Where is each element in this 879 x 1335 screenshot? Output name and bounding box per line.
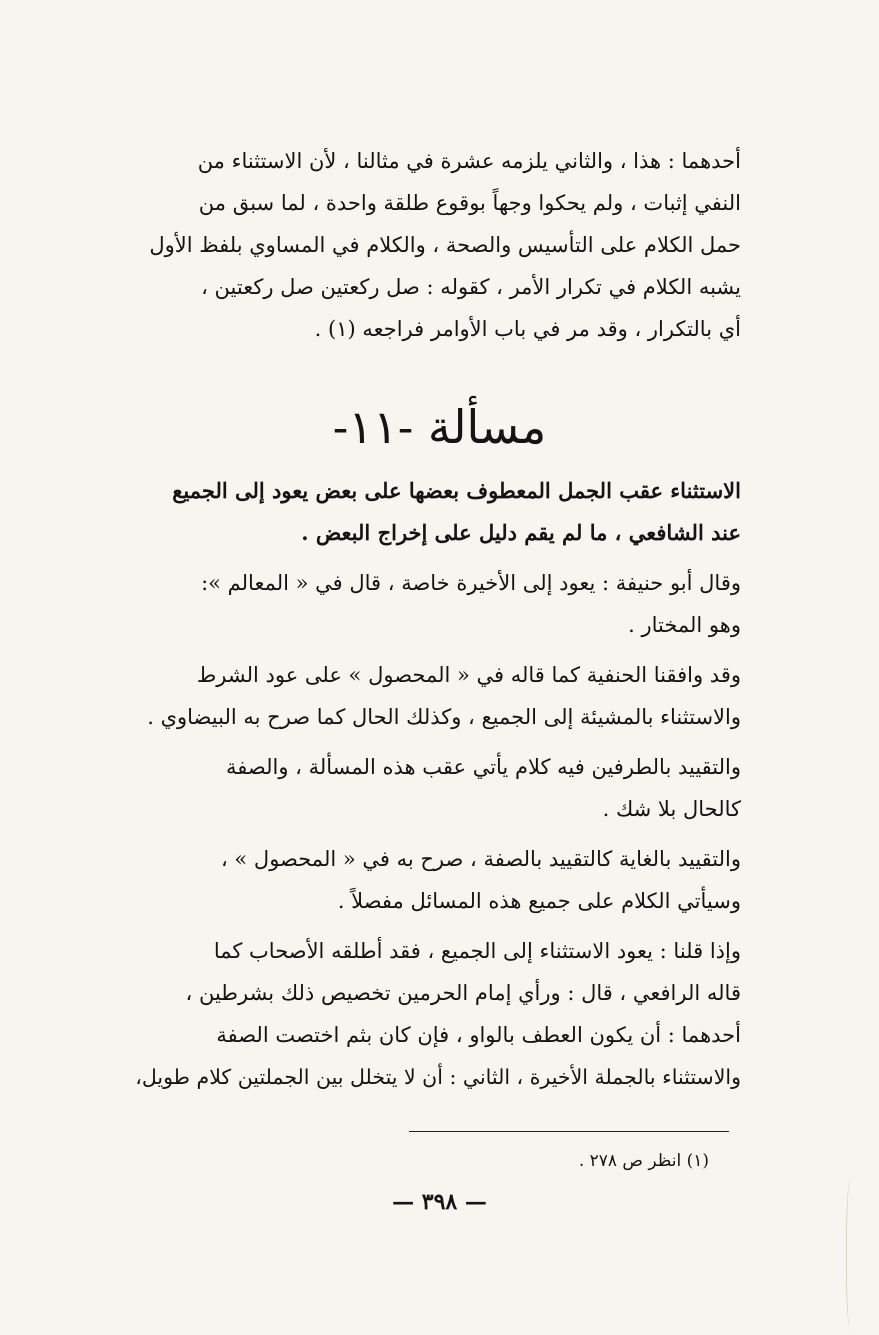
paragraph-1 xyxy=(131,470,741,554)
text-line: الاستثناء عقب الجمل المعطوف بعضها على بعض يعود إلى الجميع xyxy=(172,478,741,503)
text-line: وسيأتي الكلام على جميع هذه المسائل مفصلاً . xyxy=(337,889,741,913)
section-heading: مسألة -١١- xyxy=(332,400,547,454)
text-line: وإذا قلنا : يعود الاستثناء إلى الجميع ، فقد أطلقه الأصحاب كما xyxy=(213,939,741,963)
paragraph-4 xyxy=(131,746,741,830)
text-line: عند الشافعي ، ما لم يقم دليل على إخراج البعض . xyxy=(301,520,741,545)
text-line: وقد وافقنا الحنفية كما قاله في « المحصول » على عود الشرط xyxy=(196,663,741,687)
text-line: وقال أبو حنيفة : يعود إلى الأخيرة خاصة ، قال في « المعالم »: xyxy=(201,571,741,595)
paragraph-3 xyxy=(131,654,741,738)
text-line: قاله الرافعي ، قال : ورأي إمام الحرمين تخصيص ذلك بشرطين ، xyxy=(185,981,741,1005)
text-line: أحدهما : هذا ، والثاني يلزمه عشرة في مثالنا ، لأن الاستثناء من xyxy=(197,149,741,173)
text-line: كالحال بلا شك . xyxy=(602,797,741,821)
footnote: (١) انظر ص ٢٧٨ . xyxy=(578,1151,709,1171)
intro-paragraph xyxy=(131,140,741,350)
text-line: أي بالتكرار ، وقد مر في باب الأوامر فراجعه (١) . xyxy=(314,317,741,341)
text-line: والتقييد بالطرفين فيه كلام يأتي عقب هذه المسألة ، والصفة xyxy=(226,755,741,779)
paragraph-2 xyxy=(131,562,741,646)
text-line: أحدهما : أن يكون العطف بالواو ، فإن كان بثم اختصت الصفة xyxy=(216,1023,741,1047)
page-edge xyxy=(846,1180,857,1330)
paragraph-6 xyxy=(131,930,741,1098)
text-line: والتقييد بالغاية كالتقييد بالصفة ، صرح به في « المحصول » ، xyxy=(220,847,741,871)
text-line: النفي إثبات ، ولم يحكوا وجهاً بوقوع طلقة واحدة ، لما سبق من xyxy=(198,191,741,215)
text-line: حمل الكلام على التأسيس والصحة ، والكلام في المساوي بلفظ الأول xyxy=(149,233,741,257)
page-number: — ٣٩٨ — xyxy=(392,1189,487,1215)
paragraph-5 xyxy=(131,838,741,922)
footnote-divider xyxy=(409,1131,729,1132)
text-line: يشبه الكلام في تكرار الأمر ، كقوله : صل ركعتين صل ركعتين ، xyxy=(201,275,741,299)
text-line: والاستثناء بالمشيئة إلى الجميع ، وكذلك الحال كما صرح به البيضاوي . xyxy=(147,705,741,729)
text-line: والاستثناء بالجملة الأخيرة ، الثاني : أن لا يتخلل بين الجملتين كلام طويل، xyxy=(135,1065,741,1089)
text-line: وهو المختار . xyxy=(628,613,741,637)
